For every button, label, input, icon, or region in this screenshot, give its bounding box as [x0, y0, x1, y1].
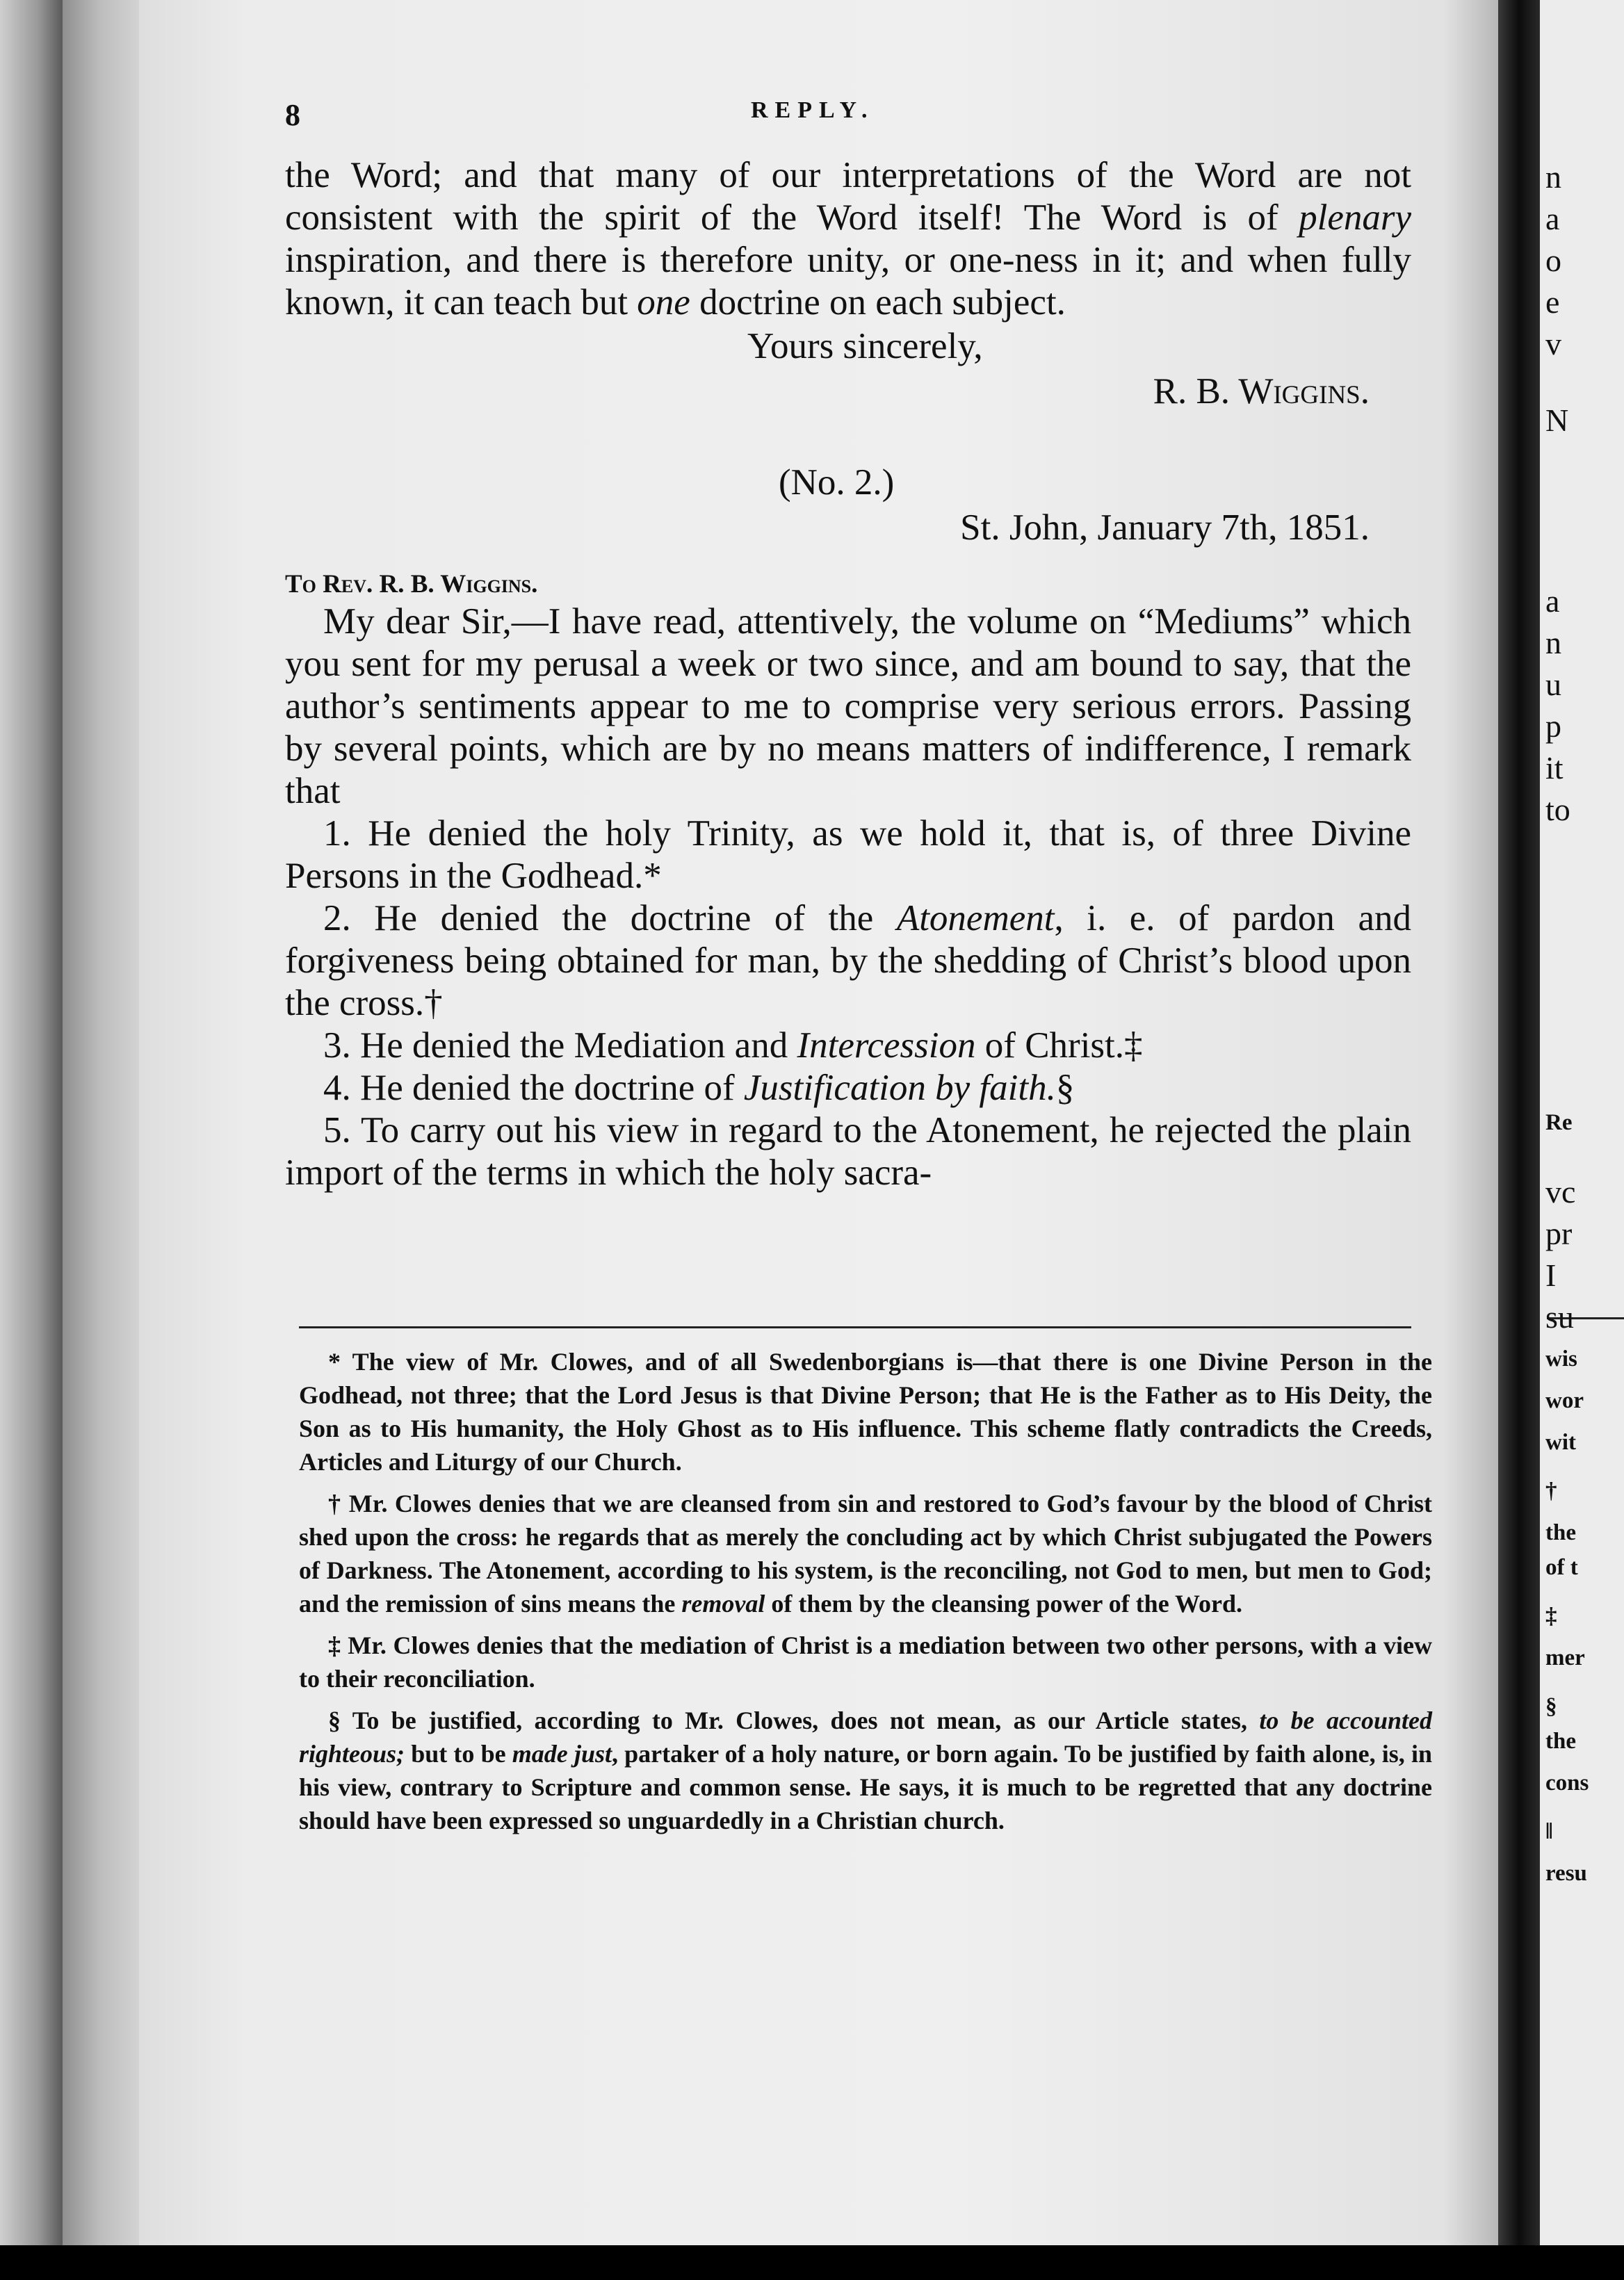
text-run: of Christ.‡: [975, 1025, 1143, 1066]
italic-text: Atonement: [896, 898, 1055, 938]
letter1-signature: R. B. Wiggins.: [1153, 371, 1370, 412]
italic-text: made just: [512, 1740, 612, 1768]
next-page-fragment: ‖: [1545, 1819, 1553, 1844]
point-item-2: [285, 897, 1411, 1025]
next-page-fragment: n: [1545, 159, 1561, 195]
next-page-fragment: mer: [1545, 1645, 1585, 1670]
next-page-fragment: Re: [1545, 1110, 1573, 1135]
next-page-fragment: ‡: [1545, 1604, 1557, 1629]
page-number: 8: [285, 98, 300, 132]
footnote-2: [299, 1487, 1432, 1620]
next-page-fragment: n: [1545, 625, 1561, 660]
letter1-closing: Yours sincerely,: [747, 326, 983, 366]
next-page-fragment: pr: [1545, 1216, 1573, 1251]
text-run: but to be: [405, 1740, 512, 1768]
next-page-fragment: wor: [1545, 1388, 1584, 1413]
next-page-fragment: §: [1545, 1694, 1557, 1719]
text-run: §: [1055, 1068, 1075, 1108]
footnote-3: [299, 1629, 1432, 1695]
point-list: [285, 813, 1411, 1194]
text-run: inspiration, and there is therefore unity, or one-ness in it; and when fully known, it can teach but: [285, 240, 1411, 323]
scan-bottom-band: [0, 2245, 1624, 2280]
next-page-fragment: it: [1545, 750, 1564, 785]
next-page-fragment: u: [1545, 667, 1561, 702]
next-page-fragment: of t: [1545, 1555, 1578, 1580]
letter2-opening: My dear Sir,—I have read, attentively, the volume on “Mediums” which you sent for my perusal a week or two since, and am bound to say, that the author’s sentiments appear to me to comprise very serious errors. Passing by several points, which are by no means matters of indifference, I remark that: [285, 601, 1411, 811]
footnotes: [299, 1345, 1432, 1846]
text-run: * The view of Mr. Clowes, and of all Swedenborgians is—that there is one Divine Person in the Godhead, not three; that the Lord Jesus is that Divine Person; that He is the Father as to His Deity, the Son as to His humanity, the Holy Ghost as to His influence. This scheme flatly contradicts the Creeds, Articles and Liturgy of our Church.: [299, 1348, 1432, 1476]
point-item-5: [285, 1109, 1411, 1194]
text-run: 2. He denied the doctrine of the: [323, 898, 897, 938]
italic-text: Intercession: [797, 1025, 976, 1066]
next-page-fragment: N: [1545, 402, 1569, 438]
text-run: doctrine on each subject.: [690, 282, 1066, 323]
text-run: , i. e. of pardon and forgiveness being obtained for man, by the shedding of Christ’s blood upon the cross.†: [285, 898, 1411, 1023]
letter2-place-date: St. John, January 7th, 1851.: [960, 507, 1370, 548]
text-run: of them by the cleansing power of the Word.: [765, 1590, 1243, 1618]
footnote-rule: [299, 1326, 1411, 1328]
next-page-fragment: the: [1545, 1520, 1576, 1545]
text-run: 5. To carry out his view in regard to the Atonement, he rejected the plain import of the terms in which the holy sacra-: [285, 1110, 1411, 1193]
next-page-fragment: p: [1545, 708, 1561, 744]
next-page-fragment: the: [1545, 1729, 1576, 1754]
italic-text: plenary: [1299, 197, 1411, 238]
text-run: 4. He denied the doctrine of: [323, 1068, 744, 1108]
next-page-fragment: vc: [1545, 1174, 1576, 1210]
running-head: REPLY.: [751, 97, 875, 123]
next-page-fragment: resu: [1545, 1861, 1587, 1886]
text-run: † Mr. Clowes denies that we are cleansed from sin and restored to God’s favour by the blood of Christ shed upon the cross: he regards that as merely the concluding act by which Christ subjugated the Powers of Darkness. The Atonement, according to his system, is the reconciling, not God to men, but men to God; and the remission of sins means the: [299, 1490, 1432, 1618]
next-page-fragment: I: [1545, 1257, 1557, 1293]
footnote-1: [299, 1345, 1432, 1479]
next-page-fragment: su: [1545, 1299, 1574, 1335]
point-item-3: [285, 1025, 1411, 1067]
text-run: 1. He denied the holy Trinity, as we hold it, that is, of three Divine Persons in the Godhead.*: [285, 813, 1411, 896]
letter2-salutation: To Rev. R. B. Wiggins.: [285, 570, 538, 598]
text-run: ‡ Mr. Clowes denies that the mediation of Christ is a mediation between two other persons, with a view to their reconciliation.: [299, 1631, 1432, 1693]
footnote-4: [299, 1704, 1432, 1837]
next-page-fragment: e: [1545, 284, 1560, 320]
main-text: [285, 154, 1411, 1194]
book-gutter: [1498, 0, 1540, 2280]
next-page-fragment: wis: [1545, 1346, 1577, 1371]
italic-text: one: [637, 282, 690, 323]
italic-text: to be accounted righteous;: [299, 1707, 1432, 1768]
point-item-4: [285, 1067, 1411, 1109]
letter2-number: (No. 2.): [779, 462, 895, 503]
book-edge-left: [0, 0, 63, 2280]
next-page-edge: [1540, 0, 1624, 2280]
italic-text: Justification by faith.: [743, 1068, 1056, 1108]
next-page-fragment: a: [1545, 201, 1560, 236]
text-run: 3. He denied the Mediation and: [323, 1025, 797, 1066]
next-page-fragment: †: [1545, 1479, 1557, 1504]
next-page-fragment: a: [1545, 583, 1560, 619]
text-run: § To be justified, according to Mr. Clowes, does not mean, as our Article states,: [328, 1707, 1260, 1734]
text-run: , partaker of a holy nature, or born again. To be justified by faith alone, is, in his view, contrary to Scripture and common sense. He says, it is much to be regretted that any doctrine should have been expressed so unguardedly in a Christian church.: [299, 1740, 1432, 1834]
text-run: the Word; and that many of our interpretations of the Word are not consistent with the spirit of the Word itself! The Word is of: [285, 155, 1411, 238]
letter1-continuation: [285, 154, 1411, 324]
next-page-fragment: v: [1545, 326, 1561, 361]
next-page-fragment: o: [1545, 243, 1561, 278]
next-page-fragment: wit: [1545, 1430, 1576, 1455]
next-page-fragment: to: [1545, 792, 1570, 827]
italic-text: removal: [681, 1590, 765, 1618]
next-page-fragment: cons: [1545, 1770, 1589, 1795]
point-item-1: [285, 813, 1411, 897]
